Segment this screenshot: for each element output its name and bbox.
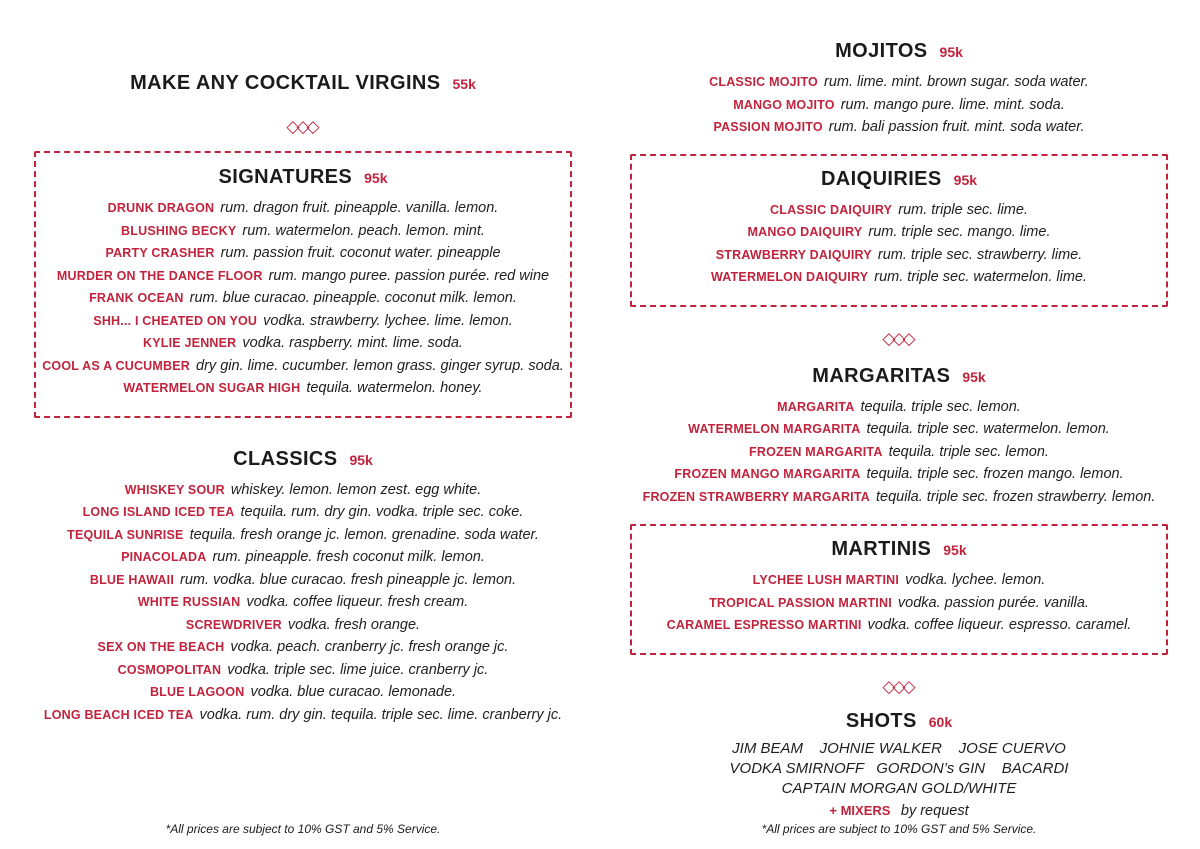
item-desc: rum. mango pure. lime. mint. soda. xyxy=(840,96,1065,113)
shots-header xyxy=(630,710,1168,733)
item-desc: rum. triple sec. strawberry. lime. xyxy=(877,246,1083,263)
item-desc: vodka. fresh orange. xyxy=(287,616,421,633)
section-signatures xyxy=(34,151,572,418)
margaritas-items xyxy=(630,396,1168,509)
item-name: PARTY CRASHER xyxy=(105,246,215,260)
item-desc: tequila. triple sec. lemon. xyxy=(888,443,1049,460)
shots-brand-line: JIM BEAM JOHNIE WALKER JOSE CUERVO xyxy=(732,739,1066,757)
footnote-left: *All prices are subject to 10% GST and 5% Service. xyxy=(165,822,441,836)
item-name: WATERMELON SUGAR HIGH xyxy=(123,381,301,395)
mojitos-title: MOJITOS xyxy=(835,40,928,62)
menu-item xyxy=(636,244,1162,267)
item-name: LYCHEE LUSH MARTINI xyxy=(752,573,900,587)
mixers-row xyxy=(630,802,1168,820)
classics-items xyxy=(34,479,572,727)
menu-item xyxy=(630,71,1168,94)
martinis-price: 95k xyxy=(943,542,967,558)
mixers-label: + MIXERS xyxy=(829,802,891,818)
item-name: FROZEN MARGARITA xyxy=(749,444,883,459)
item-name: DRUNK DRAGON xyxy=(107,201,215,215)
item-desc: vodka. peach. cranberry jc. fresh orange jc. xyxy=(230,639,509,655)
item-desc: rum. watermelon. peach. lemon. mint. xyxy=(242,222,485,239)
menu-item xyxy=(34,614,572,637)
menu-item xyxy=(34,569,572,592)
item-desc: vodka. blue curacao. lemonade. xyxy=(250,684,457,700)
mixers-desc: by request xyxy=(900,802,969,819)
menu-item xyxy=(636,569,1162,592)
menu-item xyxy=(40,310,566,333)
menu-item xyxy=(34,636,572,659)
signatures-items xyxy=(40,197,566,400)
item-name: CLASSIC MOJITO xyxy=(709,75,818,89)
menu-item xyxy=(630,94,1168,117)
classics-title: CLASSICS xyxy=(233,447,338,470)
menu-item xyxy=(40,355,566,378)
item-desc: vodka. passion purée. vanilla. xyxy=(897,594,1089,611)
item-name: MURDER ON THE DANCE FLOOR xyxy=(56,268,263,283)
mojitos-items xyxy=(630,71,1168,139)
item-name: FROZEN STRAWBERRY MARGARITA xyxy=(642,489,870,504)
item-desc: rum. vodka. blue curacao. fresh pineapple jc. lemon. xyxy=(180,571,517,588)
item-name: SEX ON THE BEACH xyxy=(97,640,225,654)
item-name: SHH... I CHEATED ON YOU xyxy=(93,313,258,328)
menu-item xyxy=(34,524,572,547)
menu-item xyxy=(630,486,1168,509)
shots-price: 60k xyxy=(928,713,953,730)
item-name: PINACOLADA xyxy=(121,550,207,564)
margaritas-header xyxy=(630,365,1168,388)
menu-item xyxy=(40,220,566,243)
item-desc: rum. dragon fruit. pineapple. vanilla. lemon. xyxy=(220,200,499,216)
item-desc: rum. triple sec. mango. lime. xyxy=(868,224,1051,240)
item-name: LONG BEACH ICED TEA xyxy=(43,707,194,722)
item-desc: rum. bali passion fruit. mint. soda water. xyxy=(828,119,1085,135)
diamond-separator-icon: ◇◇◇ xyxy=(882,328,913,348)
menu-item xyxy=(630,418,1168,441)
item-desc: vodka. coffee liqueur. espresso. caramel. xyxy=(867,617,1132,633)
item-desc: vodka. rum. dry gin. tequila. triple sec. lime. cranberry jc. xyxy=(199,706,563,723)
martinis-title: MARTINIS xyxy=(831,538,932,560)
item-name: WATERMELON DAIQUIRY xyxy=(710,270,869,284)
menu-item xyxy=(630,463,1168,486)
shots-brands xyxy=(630,739,1168,799)
martinis-items xyxy=(636,569,1162,637)
item-desc: rum. passion fruit. coconut water. pineapple xyxy=(220,245,501,261)
item-name: WHITE RUSSIAN xyxy=(137,595,241,609)
item-name: FRANK OCEAN xyxy=(89,291,184,305)
item-desc: rum. triple sec. watermelon. lime. xyxy=(874,269,1087,285)
menu-item xyxy=(40,242,566,265)
item-name: PASSION MOJITO xyxy=(713,120,823,134)
menu-item xyxy=(34,659,572,682)
item-desc: rum. lime. mint. brown sugar. soda water. xyxy=(823,74,1089,90)
item-desc: vodka. lychee. lemon. xyxy=(905,572,1046,588)
item-name: FROZEN MANGO MARGARITA xyxy=(674,467,861,481)
item-desc: tequila. triple sec. lemon. xyxy=(860,398,1021,415)
margaritas-title: MARGARITAS xyxy=(812,364,951,387)
item-name: KYLIE JENNER xyxy=(143,336,237,350)
menu-item xyxy=(40,265,566,288)
margaritas-price: 95k xyxy=(962,368,986,385)
shots-brand-line: CAPTAIN MORGAN GOLD/WHITE xyxy=(781,779,1017,797)
daiquiries-title: DAIQUIRIES xyxy=(820,167,942,190)
menu-item xyxy=(34,591,572,614)
item-desc: tequila. fresh orange jc. lemon. grenadine. soda water. xyxy=(189,526,539,543)
virgin-cocktails-price: 55k xyxy=(452,76,476,92)
item-desc: vodka. raspberry. mint. lime. soda. xyxy=(242,335,463,351)
signatures-header xyxy=(40,166,566,189)
item-desc: vodka. coffee liqueur. fresh cream. xyxy=(246,594,469,610)
item-name: MANGO MOJITO xyxy=(733,97,835,112)
section-daiquiries xyxy=(630,154,1168,307)
menu-item xyxy=(636,266,1162,289)
menu-item xyxy=(40,332,566,355)
item-name: BLUE HAWAII xyxy=(89,572,175,587)
mojitos-header xyxy=(630,40,1168,63)
item-desc: dry gin. lime. cucumber. lemon grass. ginger syrup. soda. xyxy=(196,357,564,374)
item-desc: tequila. watermelon. honey. xyxy=(306,380,483,396)
item-desc: tequila. triple sec. frozen strawberry. lemon. xyxy=(876,488,1156,505)
item-name: COSMOPOLITAN xyxy=(117,662,222,677)
menu-item xyxy=(636,199,1162,222)
shots-title: SHOTS xyxy=(845,709,917,732)
item-desc: vodka. strawberry. lychee. lime. lemon. xyxy=(263,312,513,329)
menu-item xyxy=(34,546,572,569)
item-desc: tequila. triple sec. watermelon. lemon. xyxy=(866,421,1110,437)
item-name: CLASSIC DAIQUIRY xyxy=(770,202,893,217)
item-name: BLUE LAGOON xyxy=(149,685,245,699)
item-name: SCREWDRIVER xyxy=(185,617,282,632)
daiquiries-items xyxy=(636,199,1162,289)
menu-item xyxy=(40,197,566,220)
virgin-cocktails-title: MAKE ANY COCKTAIL VIRGINS xyxy=(130,72,441,94)
right-column xyxy=(600,0,1200,849)
section-martinis xyxy=(630,524,1168,655)
item-desc: rum. pineapple. fresh coconut milk. lemon. xyxy=(212,549,485,565)
item-name: COOL AS A CUCUMBER xyxy=(42,358,191,373)
menu-item xyxy=(636,614,1162,637)
classics-price: 95k xyxy=(349,451,373,468)
menu-item xyxy=(636,221,1162,244)
daiquiries-price: 95k xyxy=(953,171,978,188)
menu-item xyxy=(630,441,1168,464)
item-name: WHISKEY SOUR xyxy=(124,482,225,497)
daiquiries-header xyxy=(636,168,1162,191)
diamond-separator-icon: ◇◇◇ xyxy=(286,117,317,136)
menu-item xyxy=(40,287,566,310)
menu-item xyxy=(34,704,572,727)
item-desc: tequila. rum. dry gin. vodka. triple sec. coke. xyxy=(240,504,524,520)
menu-item xyxy=(34,681,572,704)
item-name: MANGO DAIQUIRY xyxy=(747,225,863,239)
item-name: CARAMEL ESPRESSO MARTINI xyxy=(666,618,862,632)
shots-brand-line: VODKA SMIRNOFF GORDON’s GIN BACARDI xyxy=(729,759,1069,777)
item-desc: rum. mango puree. passion purée. red wine xyxy=(268,267,550,284)
classics-header xyxy=(34,448,572,471)
menu-item xyxy=(636,592,1162,615)
item-desc: vodka. triple sec. lime juice. cranberry jc. xyxy=(227,661,489,678)
menu-item xyxy=(40,377,566,400)
signatures-price: 95k xyxy=(364,170,388,186)
mojitos-price: 95k xyxy=(939,44,963,60)
footnote-right: *All prices are subject to 10% GST and 5% Service. xyxy=(761,822,1037,836)
item-desc: tequila. triple sec. frozen mango. lemon. xyxy=(866,466,1124,482)
menu-item xyxy=(34,479,572,502)
item-name: STRAWBERRY DAIQUIRY xyxy=(715,247,872,262)
item-name: MARGARITA xyxy=(777,399,855,414)
menu-item xyxy=(630,116,1168,139)
menu-item xyxy=(34,501,572,524)
virgin-cocktails-header xyxy=(34,72,572,95)
item-desc: whiskey. lemon. lemon zest. egg white. xyxy=(230,481,482,498)
item-desc: rum. blue curacao. pineapple. coconut milk. lemon. xyxy=(189,290,517,306)
item-name: LONG ISLAND ICED TEA xyxy=(82,505,235,519)
diamond-separator-icon: ◇◇◇ xyxy=(882,676,913,696)
item-name: TEQUILA SUNRISE xyxy=(67,527,184,542)
menu-item xyxy=(630,396,1168,419)
item-name: WATERMELON MARGARITA xyxy=(688,422,861,436)
item-name: TROPICAL PASSION MARTINI xyxy=(709,595,892,610)
item-name: BLUSHING BECKY xyxy=(121,223,237,238)
martinis-header xyxy=(636,538,1162,561)
signatures-title: SIGNATURES xyxy=(218,166,353,188)
item-desc: rum. triple sec. lime. xyxy=(898,201,1028,218)
